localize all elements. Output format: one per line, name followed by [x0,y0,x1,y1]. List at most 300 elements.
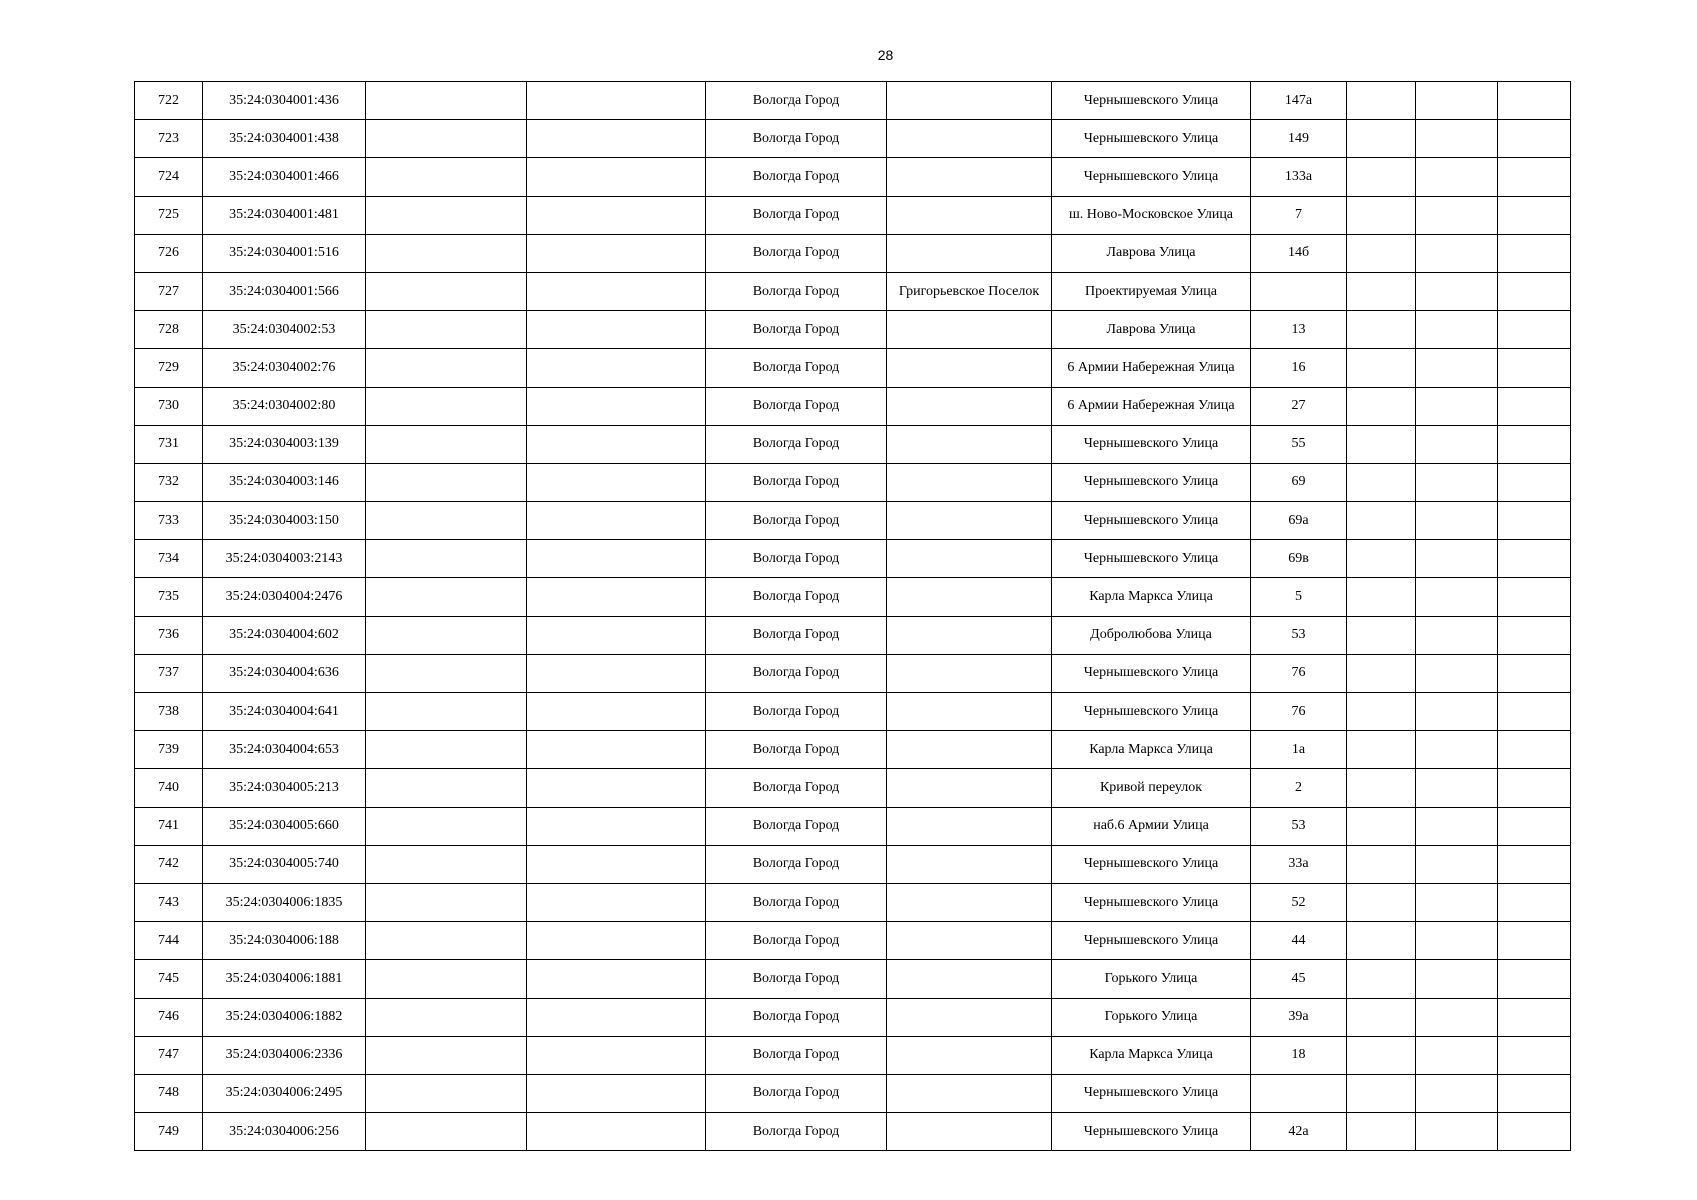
cell-house: 149 [1251,120,1347,158]
cell-empty [527,616,706,654]
cell-street: Чернышевского Улица [1052,883,1251,921]
cell-empty [366,998,527,1036]
cell-city: Вологда Город [706,82,887,120]
cell-cadastral-number: 35:24:0304001:481 [203,196,366,234]
cell-empty [1416,272,1498,310]
cell-settlement [887,769,1052,807]
cell-settlement [887,234,1052,272]
cell-empty [1416,845,1498,883]
cell-empty [1347,158,1416,196]
cell-row-number: 736 [135,616,203,654]
cell-row-number: 734 [135,540,203,578]
cell-empty [366,960,527,998]
cell-cadastral-number: 35:24:0304004:641 [203,693,366,731]
cell-empty [1416,311,1498,349]
cell-empty [366,272,527,310]
cell-settlement [887,654,1052,692]
cell-empty [527,387,706,425]
cell-row-number: 749 [135,1113,203,1151]
cell-city: Вологда Город [706,234,887,272]
cell-row-number: 748 [135,1074,203,1112]
cell-empty [1347,272,1416,310]
cell-street: Добролюбова Улица [1052,616,1251,654]
cell-cadastral-number: 35:24:0304006:2495 [203,1074,366,1112]
cell-city: Вологда Город [706,311,887,349]
cell-empty [366,693,527,731]
cell-cadastral-number: 35:24:0304005:213 [203,769,366,807]
cell-settlement [887,82,1052,120]
cell-cadastral-number: 35:24:0304004:636 [203,654,366,692]
cell-empty [1347,960,1416,998]
cell-empty [1347,578,1416,616]
cell-row-number: 738 [135,693,203,731]
cell-empty [1416,234,1498,272]
cell-street: Карла Маркса Улица [1052,578,1251,616]
table-row [135,845,1571,883]
cell-house: 53 [1251,807,1347,845]
cell-empty [1416,349,1498,387]
cell-empty [1347,234,1416,272]
cell-empty [366,540,527,578]
cell-empty [1498,234,1571,272]
registry-table [134,81,1571,1151]
cell-cadastral-number: 35:24:0304006:2336 [203,1036,366,1074]
cell-street: Лаврова Улица [1052,311,1251,349]
table-row [135,807,1571,845]
cell-empty [527,1113,706,1151]
table-row [135,502,1571,540]
cell-row-number: 737 [135,654,203,692]
cell-street: Чернышевского Улица [1052,463,1251,501]
cell-house: 18 [1251,1036,1347,1074]
cell-house [1251,272,1347,310]
cell-row-number: 729 [135,349,203,387]
cell-street: 6 Армии Набережная Улица [1052,349,1251,387]
cell-empty [366,731,527,769]
cell-empty [1347,998,1416,1036]
cell-house: 5 [1251,578,1347,616]
cell-cadastral-number: 35:24:0304005:740 [203,845,366,883]
cell-empty [1347,845,1416,883]
cell-empty [366,883,527,921]
cell-empty [527,311,706,349]
cell-row-number: 722 [135,82,203,120]
cell-settlement [887,387,1052,425]
cell-street: 6 Армии Набережная Улица [1052,387,1251,425]
cell-empty [366,120,527,158]
table-row [135,1074,1571,1112]
cell-city: Вологда Город [706,540,887,578]
cell-cadastral-number: 35:24:0304006:1882 [203,998,366,1036]
cell-empty [527,196,706,234]
cell-cadastral-number: 35:24:0304004:653 [203,731,366,769]
cell-settlement [887,502,1052,540]
cell-house: 13 [1251,311,1347,349]
table-row [135,731,1571,769]
cell-empty [1416,1113,1498,1151]
cell-street: наб.6 Армии Улица [1052,807,1251,845]
cell-empty [1498,196,1571,234]
cell-house: 1а [1251,731,1347,769]
cell-row-number: 730 [135,387,203,425]
cell-empty [1498,158,1571,196]
table-row [135,616,1571,654]
page-number: 28 [877,47,894,63]
cell-empty [527,922,706,960]
cell-street: Чернышевского Улица [1052,158,1251,196]
cell-city: Вологда Город [706,578,887,616]
cell-empty [527,998,706,1036]
cell-settlement [887,158,1052,196]
cell-street: Горького Улица [1052,998,1251,1036]
cell-empty [1416,196,1498,234]
cell-empty [366,922,527,960]
cell-city: Вологда Город [706,616,887,654]
cell-settlement [887,425,1052,463]
cell-empty [527,1036,706,1074]
cell-empty [1347,883,1416,921]
cell-empty [366,158,527,196]
cell-empty [1498,693,1571,731]
cell-cadastral-number: 35:24:0304002:80 [203,387,366,425]
cell-empty [527,769,706,807]
cell-street: Проектируемая Улица [1052,272,1251,310]
cell-settlement [887,998,1052,1036]
cell-cadastral-number: 35:24:0304003:146 [203,463,366,501]
cell-cadastral-number: 35:24:0304003:2143 [203,540,366,578]
cell-row-number: 733 [135,502,203,540]
cell-empty [366,349,527,387]
cell-empty [527,693,706,731]
cell-empty [1416,769,1498,807]
cell-row-number: 742 [135,845,203,883]
cell-settlement [887,731,1052,769]
cell-empty [1416,120,1498,158]
cell-row-number: 724 [135,158,203,196]
cell-empty [366,82,527,120]
table-row [135,769,1571,807]
cell-cadastral-number: 35:24:0304003:150 [203,502,366,540]
cell-empty [1416,1036,1498,1074]
cell-empty [527,654,706,692]
cell-empty [1416,463,1498,501]
cell-row-number: 732 [135,463,203,501]
cell-empty [1347,1074,1416,1112]
cell-empty [1347,1113,1416,1151]
cell-empty [1498,540,1571,578]
cell-empty [1347,616,1416,654]
cell-cadastral-number: 35:24:0304001:466 [203,158,366,196]
cell-street: Кривой переулок [1052,769,1251,807]
cell-empty [1416,425,1498,463]
cell-empty [1416,616,1498,654]
cell-empty [1498,807,1571,845]
cell-empty [527,883,706,921]
table-row [135,311,1571,349]
table-row [135,234,1571,272]
cell-cadastral-number: 35:24:0304006:188 [203,922,366,960]
cell-empty [1498,769,1571,807]
cell-city: Вологда Город [706,1113,887,1151]
cell-empty [1416,998,1498,1036]
cell-row-number: 743 [135,883,203,921]
cell-empty [1347,1036,1416,1074]
cell-house: 45 [1251,960,1347,998]
cell-house: 39а [1251,998,1347,1036]
cell-empty [1498,502,1571,540]
cell-row-number: 747 [135,1036,203,1074]
cell-street: Чернышевского Улица [1052,120,1251,158]
cell-empty [1347,387,1416,425]
table-row [135,120,1571,158]
table-row [135,82,1571,120]
cell-empty [527,120,706,158]
cell-settlement [887,693,1052,731]
cell-empty [527,272,706,310]
cell-empty [1498,1074,1571,1112]
cell-empty [1416,960,1498,998]
cell-city: Вологда Город [706,883,887,921]
cell-empty [1347,311,1416,349]
cell-settlement [887,1113,1052,1151]
cell-settlement [887,196,1052,234]
cell-empty [366,654,527,692]
cell-city: Вологда Город [706,998,887,1036]
cell-settlement [887,807,1052,845]
cell-cadastral-number: 35:24:0304001:436 [203,82,366,120]
cell-empty [1498,463,1571,501]
table-row [135,998,1571,1036]
cell-street: Чернышевского Улица [1052,922,1251,960]
cell-cadastral-number: 35:24:0304002:76 [203,349,366,387]
cell-house: 53 [1251,616,1347,654]
cell-empty [527,845,706,883]
cell-empty [1347,693,1416,731]
cell-empty [366,463,527,501]
cell-city: Вологда Город [706,807,887,845]
cell-house: 16 [1251,349,1347,387]
cell-empty [1416,502,1498,540]
cell-empty [527,807,706,845]
cell-settlement [887,1074,1052,1112]
cell-empty [366,616,527,654]
cell-row-number: 726 [135,234,203,272]
cell-empty [1498,387,1571,425]
cell-empty [527,463,706,501]
cell-empty [366,1074,527,1112]
cell-empty [1498,82,1571,120]
cell-empty [527,82,706,120]
cell-empty [366,234,527,272]
cell-street: Чернышевского Улица [1052,654,1251,692]
cell-empty [527,234,706,272]
table-row [135,158,1571,196]
cell-empty [527,349,706,387]
table-row [135,540,1571,578]
cell-street: Карла Маркса Улица [1052,731,1251,769]
cell-empty [366,311,527,349]
table-row [135,693,1571,731]
cell-empty [527,502,706,540]
cell-settlement [887,883,1052,921]
cell-street: Чернышевского Улица [1052,82,1251,120]
cell-settlement [887,922,1052,960]
cell-house: 14б [1251,234,1347,272]
cell-empty [1416,693,1498,731]
cell-empty [1416,883,1498,921]
cell-house: 55 [1251,425,1347,463]
cell-house: 2 [1251,769,1347,807]
cell-street: Лаврова Улица [1052,234,1251,272]
cell-city: Вологда Город [706,120,887,158]
cell-empty [1347,540,1416,578]
cell-empty [1416,578,1498,616]
cell-empty [1347,425,1416,463]
cell-settlement [887,540,1052,578]
cell-street: Чернышевского Улица [1052,1074,1251,1112]
cell-city: Вологда Город [706,425,887,463]
cell-empty [527,540,706,578]
cell-row-number: 723 [135,120,203,158]
table-row [135,1113,1571,1151]
cell-empty [1498,120,1571,158]
cell-city: Вологда Город [706,387,887,425]
table-row [135,196,1571,234]
cell-empty [366,1036,527,1074]
cell-empty [1498,578,1571,616]
cell-cadastral-number: 35:24:0304001:516 [203,234,366,272]
cell-empty [1347,502,1416,540]
cell-empty [1416,731,1498,769]
cell-empty [366,578,527,616]
cell-row-number: 728 [135,311,203,349]
cell-empty [527,960,706,998]
cell-empty [1416,654,1498,692]
cell-empty [1347,731,1416,769]
cell-row-number: 740 [135,769,203,807]
cell-city: Вологда Город [706,1036,887,1074]
cell-city: Вологда Город [706,272,887,310]
cell-empty [527,578,706,616]
table-row [135,883,1571,921]
table-row [135,387,1571,425]
cell-empty [1498,654,1571,692]
cell-house: 7 [1251,196,1347,234]
cell-settlement [887,311,1052,349]
cell-empty [1498,998,1571,1036]
cell-empty [1347,807,1416,845]
cell-city: Вологда Город [706,769,887,807]
cell-empty [366,425,527,463]
cell-settlement [887,960,1052,998]
cell-house: 147а [1251,82,1347,120]
cell-row-number: 746 [135,998,203,1036]
table-row [135,960,1571,998]
cell-empty [527,425,706,463]
cell-empty [366,196,527,234]
table-row [135,272,1571,310]
cell-empty [366,807,527,845]
cell-empty [366,845,527,883]
cell-cadastral-number: 35:24:0304001:566 [203,272,366,310]
cell-row-number: 741 [135,807,203,845]
cell-settlement [887,463,1052,501]
cell-cadastral-number: 35:24:0304005:660 [203,807,366,845]
cell-city: Вологда Город [706,845,887,883]
cell-cadastral-number: 35:24:0304006:1835 [203,883,366,921]
table-row [135,425,1571,463]
cell-empty [527,1074,706,1112]
cell-house: 33а [1251,845,1347,883]
cell-empty [1347,463,1416,501]
cell-house: 76 [1251,693,1347,731]
cell-house: 42а [1251,1113,1347,1151]
cell-empty [1498,845,1571,883]
cell-house: 69в [1251,540,1347,578]
cell-empty [1347,196,1416,234]
cell-city: Вологда Город [706,158,887,196]
cell-empty [366,769,527,807]
cell-street: ш. Ново-Московское Улица [1052,196,1251,234]
cell-street: Чернышевского Улица [1052,502,1251,540]
cell-cadastral-number: 35:24:0304006:256 [203,1113,366,1151]
cell-empty [1498,1113,1571,1151]
cell-empty [1347,349,1416,387]
cell-city: Вологда Город [706,502,887,540]
cell-empty [1416,922,1498,960]
cell-empty [1347,120,1416,158]
cell-empty [1347,82,1416,120]
cell-street: Чернышевского Улица [1052,1113,1251,1151]
cell-settlement [887,1036,1052,1074]
cell-house: 133а [1251,158,1347,196]
cell-city: Вологда Город [706,922,887,960]
cell-empty [527,158,706,196]
cell-cadastral-number: 35:24:0304002:53 [203,311,366,349]
cell-empty [1498,731,1571,769]
table-row [135,463,1571,501]
table-row [135,578,1571,616]
cell-row-number: 731 [135,425,203,463]
cell-empty [366,502,527,540]
cell-city: Вологда Город [706,654,887,692]
cell-city: Вологда Город [706,960,887,998]
cell-cadastral-number: 35:24:0304006:1881 [203,960,366,998]
cell-empty [1347,922,1416,960]
table-row [135,349,1571,387]
cell-empty [1416,807,1498,845]
registry-table-body [135,82,1571,1151]
cell-settlement: Григорьевское Поселок [887,272,1052,310]
table-row [135,654,1571,692]
cell-empty [1498,960,1571,998]
cell-empty [1347,769,1416,807]
cell-house: 69а [1251,502,1347,540]
cell-house [1251,1074,1347,1112]
cell-row-number: 727 [135,272,203,310]
cell-empty [1498,1036,1571,1074]
cell-city: Вологда Город [706,349,887,387]
cell-street: Чернышевского Улица [1052,540,1251,578]
cell-empty [366,387,527,425]
cell-cadastral-number: 35:24:0304004:602 [203,616,366,654]
cell-row-number: 735 [135,578,203,616]
cell-house: 44 [1251,922,1347,960]
cell-settlement [887,845,1052,883]
table-row [135,1036,1571,1074]
cell-house: 69 [1251,463,1347,501]
cell-street: Чернышевского Улица [1052,845,1251,883]
